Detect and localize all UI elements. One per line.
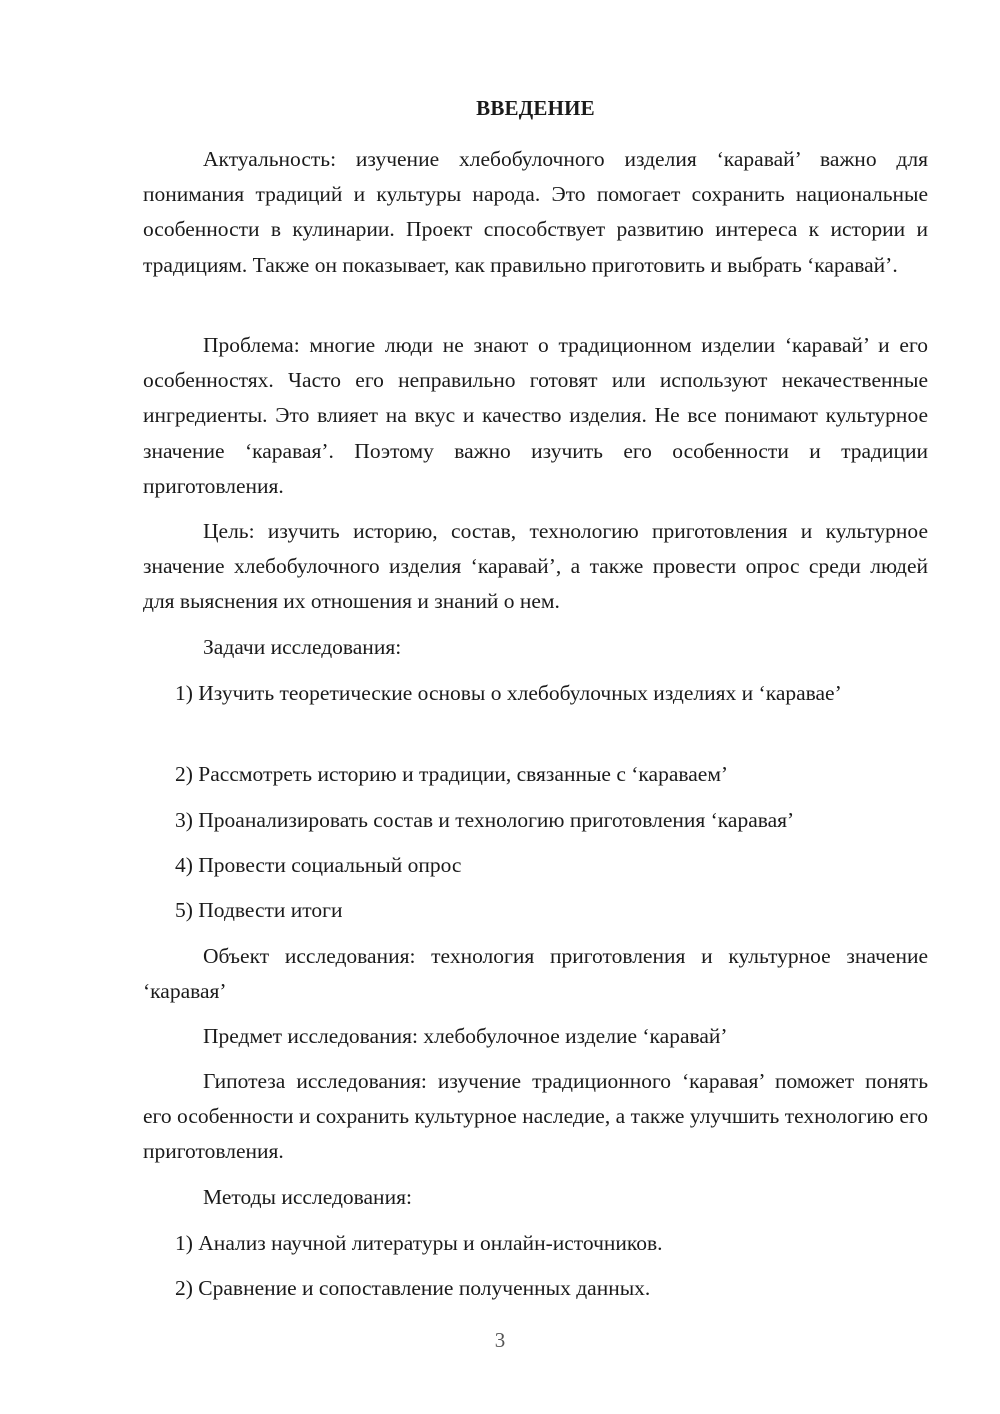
page-number: 3: [494, 1328, 506, 1352]
methods-heading: Методы исследования:: [203, 1185, 412, 1209]
paragraph-subject: Предмет исследования: хлебобулочное изделие ‘каравай’: [203, 1024, 728, 1048]
task-item-4: 4) Провести социальный опрос: [175, 853, 462, 877]
section-title: ВВЕДЕНИЕ: [476, 96, 595, 120]
task-item-3: 3) Проанализировать состав и технологию приготовления ‘каравая’: [175, 808, 795, 832]
paragraph-hypothesis: Гипотеза исследования: изучение традиционного ‘каравая’ поможет понять его особенности и сохранить культурное наследие, а также улучшить технологию его приготовления.: [143, 1069, 928, 1164]
method-item-2: 2) Сравнение и сопоставление полученных данных.: [175, 1276, 651, 1300]
paragraph-problem: Проблема: многие люди не знают о традиционном изделии ‘каравай’ и его особенностях. Часто его неправильно готовят или используют некачественные ингредиенты. Это влияет на вкус и качество изделия. Не все понимают культурное значение ‘каравая’. Поэтому важно изучить его особенности и традиции приготовления.: [143, 333, 928, 498]
task-item-2: 2) Рассмотреть историю и традиции, связанные с ‘караваем’: [175, 762, 729, 786]
tasks-heading: Задачи исследования:: [203, 635, 402, 659]
paragraph-goal: Цель: изучить историю, состав, технологию приготовления и культурное значение хлебобулочного изделия ‘каравай’, а также провести опрос среди людей для выяснения их отношения и знаний о нем.: [143, 519, 928, 614]
paragraph-relevance: Актуальность: изучение хлебобулочного изделия ‘каравай’ важно для понимания традиций и культуры народа. Это помогает сохранить национальные особенности в кулинарии. Проект способствует развитию интереса к истории и традициям. Также он показывает, как правильно приготовить и выбрать ‘каравай’.: [143, 147, 928, 277]
task-item-1: 1) Изучить теоретические основы о хлебобулочных изделиях и ‘каравае’: [175, 681, 842, 705]
task-item-5: 5) Подвести итоги: [175, 898, 343, 922]
method-item-1: 1) Анализ научной литературы и онлайн-источников.: [175, 1231, 663, 1255]
paragraph-object: Объект исследования: технология приготовления и культурное значение ‘каравая’: [143, 944, 928, 1004]
